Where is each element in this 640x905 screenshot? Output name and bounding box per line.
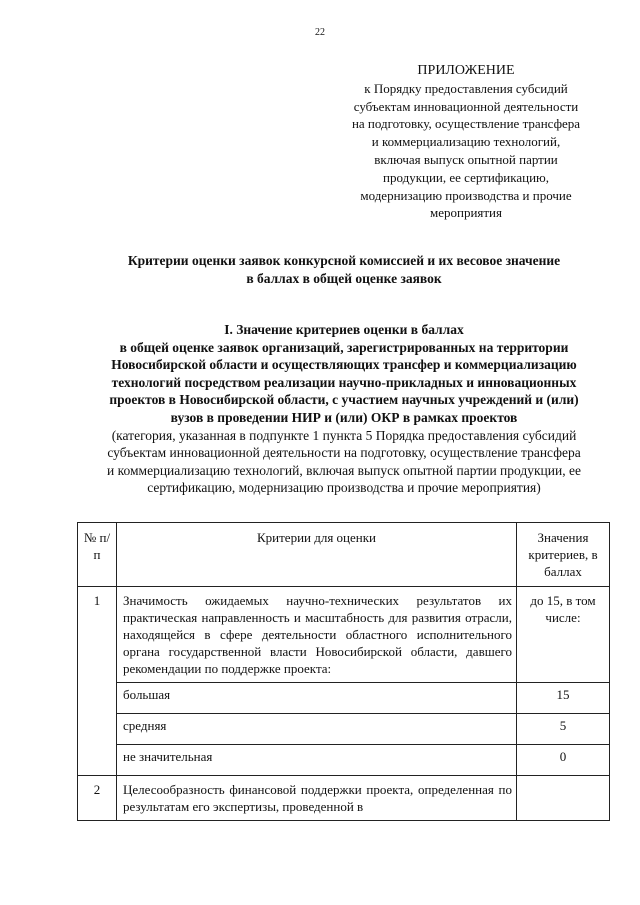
section-title-line: проектов в Новосибирской области, с участием научных учреждений и (или) bbox=[109, 392, 579, 408]
header-values: Значения критериев, в баллах bbox=[517, 523, 610, 587]
section-note-line: и коммерциализацию технологий, включая выпуск опытной партии продукции, ее bbox=[107, 462, 581, 478]
table-row bbox=[78, 587, 610, 683]
section-note-line: субъектам инновационной деятельности на подготовку, осуществление трансфера bbox=[107, 445, 581, 461]
subcriterion-label: средняя bbox=[117, 714, 517, 745]
section-title-line: в общей оценке заявок организаций, зарегистрированных на территории bbox=[119, 339, 569, 355]
criterion-value: до 15, в том числе: bbox=[517, 587, 610, 683]
table-subrow bbox=[78, 714, 610, 745]
criteria-table bbox=[77, 522, 610, 821]
section-title-line: I. Значение критериев оценки в баллах bbox=[224, 322, 464, 337]
appendix-line: модернизацию производства и прочие bbox=[360, 187, 572, 203]
table-subrow bbox=[78, 745, 610, 776]
appendix-title: ПРИЛОЖЕНИЕ bbox=[417, 63, 515, 78]
section-title-line: Новосибирской области и осуществляющих трансфер и коммерциализацию bbox=[111, 357, 577, 373]
appendix-block bbox=[322, 62, 610, 222]
appendix-line: на подготовку, осуществление трансфера bbox=[351, 116, 581, 132]
row-number: 1 bbox=[78, 587, 117, 776]
appendix-line: включая выпуск опытной партии bbox=[374, 151, 558, 167]
document-title-line: в баллах в общей оценке заявок bbox=[246, 271, 442, 286]
header-criteria: Критерии для оценки bbox=[117, 523, 517, 587]
subcriterion-value: 15 bbox=[517, 683, 610, 714]
header-num: № п/п bbox=[78, 523, 117, 587]
row-number: 2 bbox=[78, 776, 117, 821]
subcriterion-value: 0 bbox=[517, 745, 610, 776]
criterion-value bbox=[517, 776, 610, 821]
section-title-line: вузов в проведении НИР и (или) ОКР в рамках проектов bbox=[170, 409, 518, 425]
table-row bbox=[78, 776, 610, 821]
criterion-text: Значимость ожидаемых научно-технических результатов их практическая направленность и масштабность для развития отрасли, находящейся в сфере деятельности областного исполнительного органа государственной власти Новосибирской области, давшего рекомендации по поддержке проекта: bbox=[117, 587, 517, 683]
section-note-line: сертификацию, модернизацию производства и прочие мероприятия) bbox=[147, 480, 541, 496]
table-header-row bbox=[78, 523, 610, 587]
document-title-line: Критерии оценки заявок конкурсной комиссией и их весовое значение bbox=[127, 253, 561, 268]
appendix-line: субъектам инновационной деятельности bbox=[353, 98, 579, 114]
table-subrow bbox=[78, 683, 610, 714]
appendix-line: и коммерциализацию технологий, bbox=[371, 134, 561, 150]
appendix-line: к Порядку предоставления субсидий bbox=[364, 80, 568, 96]
subcriterion-value: 5 bbox=[517, 714, 610, 745]
subcriterion-label: большая bbox=[117, 683, 517, 714]
appendix-line: мероприятия bbox=[429, 205, 502, 221]
appendix-line: продукции, ее сертификацию, bbox=[383, 169, 549, 185]
section-note-line: (категория, указанная в подпункте 1 пункта 5 Порядка предоставления субсидий bbox=[111, 427, 577, 443]
section-heading bbox=[72, 321, 616, 497]
criterion-text: Целесообразность финансовой поддержки проекта, определенная по результатам его экспертизы, проведенной в bbox=[117, 776, 517, 821]
page-number: 22 bbox=[315, 27, 325, 38]
document-title bbox=[80, 252, 608, 288]
section-title-line: технологий посредством реализации научно-прикладных и инновационных bbox=[111, 374, 577, 390]
subcriterion-label: не значительная bbox=[117, 745, 517, 776]
